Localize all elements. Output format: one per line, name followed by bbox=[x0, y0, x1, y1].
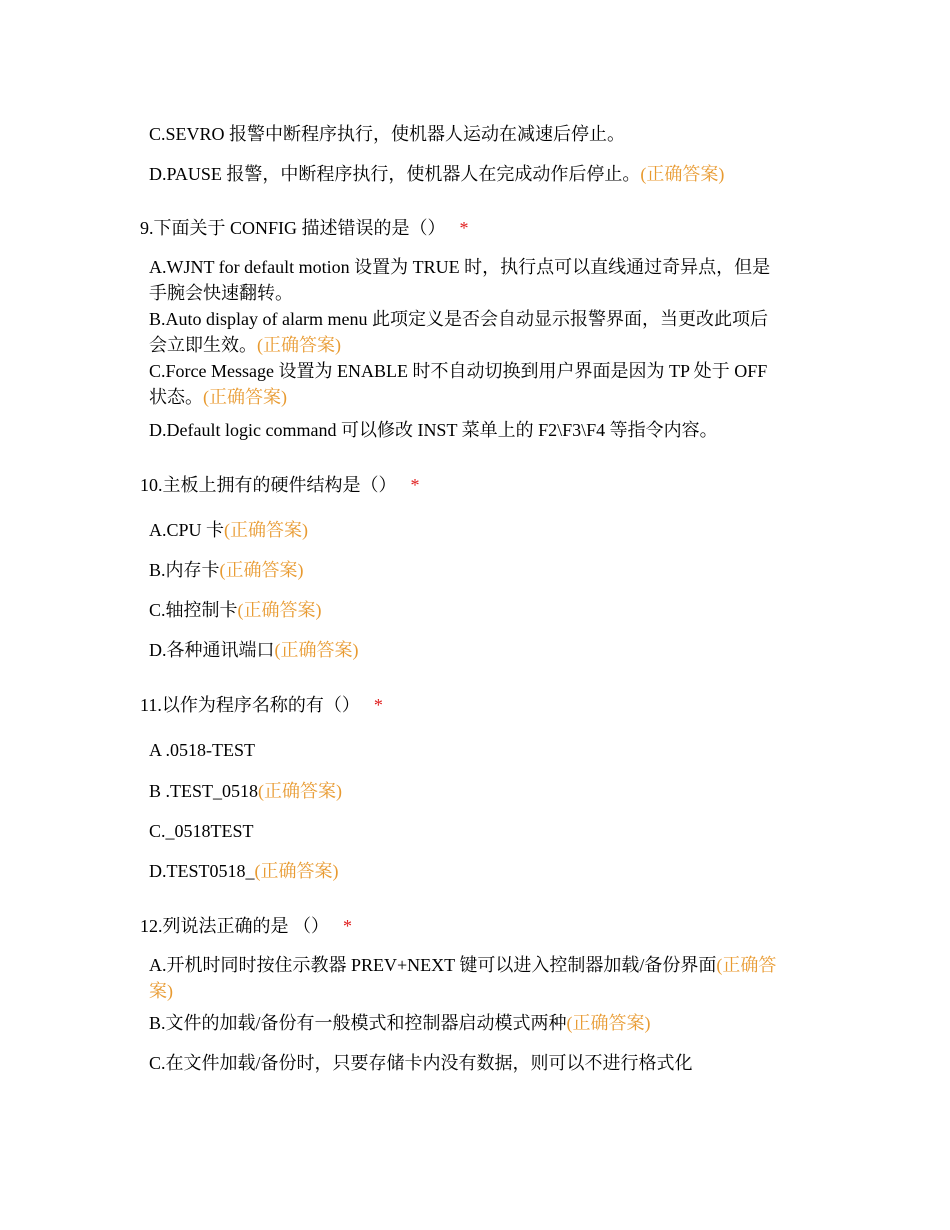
option-text: B.内存卡 bbox=[149, 560, 220, 580]
required-mark: * bbox=[343, 916, 352, 936]
question-9-title bbox=[140, 215, 469, 241]
q8-option-d bbox=[149, 161, 724, 187]
option-text: 手腕会快速翻转。 bbox=[149, 283, 293, 303]
q9-option-a-line2 bbox=[149, 280, 293, 306]
q11-option-a bbox=[149, 737, 255, 763]
option-text: B .TEST_0518 bbox=[149, 781, 259, 801]
q9-option-c-line1 bbox=[149, 358, 767, 384]
question-text: 11.以作为程序名称的有（） bbox=[140, 695, 360, 715]
correct-answer-tag-part1: (正确答 bbox=[716, 955, 777, 975]
correct-answer-tag: (正确答案) bbox=[274, 640, 359, 660]
option-text: A .0518-TEST bbox=[149, 740, 255, 760]
q9-option-b-line2 bbox=[149, 332, 341, 358]
correct-answer-tag: (正确答案) bbox=[258, 781, 343, 801]
q11-option-c bbox=[149, 818, 254, 844]
q10-option-b bbox=[149, 557, 304, 583]
correct-answer-tag: (正确答案) bbox=[219, 560, 304, 580]
q8-option-c bbox=[149, 121, 625, 147]
option-text: B.文件的加载/备份有一般模式和控制器启动模式两种 bbox=[149, 1013, 567, 1033]
question-text: 9.下面关于 CONFIG 描述错误的是（） bbox=[140, 218, 446, 238]
option-text: C.Force Message 设置为 ENABLE 时不自动切换到用户界面是因为 TP 处于 OFF bbox=[149, 361, 768, 381]
question-12-title bbox=[140, 913, 352, 939]
q10-option-c bbox=[149, 597, 322, 623]
correct-answer-tag: (正确答案) bbox=[257, 335, 341, 355]
option-text: A.开机时同时按住示教器 PREV+NEXT 键可以进入控制器加载/备份界面 bbox=[149, 955, 717, 975]
required-mark: * bbox=[410, 475, 420, 495]
option-text: C.轴控制卡 bbox=[149, 600, 238, 620]
option-text: C._0518TEST bbox=[149, 821, 254, 841]
q12-option-c bbox=[149, 1050, 693, 1076]
option-text: 会立即生效。 bbox=[149, 335, 257, 355]
required-mark: * bbox=[373, 695, 383, 715]
correct-answer-tag: (正确答案) bbox=[224, 520, 309, 540]
q12-option-b bbox=[149, 1010, 651, 1036]
q9-option-d bbox=[149, 417, 718, 443]
option-text: A.CPU 卡 bbox=[149, 520, 225, 540]
q10-option-d bbox=[149, 637, 359, 663]
option-text: 状态。 bbox=[149, 387, 203, 407]
q9-option-b-line1 bbox=[149, 306, 768, 332]
correct-answer-tag: (正确答案) bbox=[237, 600, 322, 620]
q11-option-b bbox=[149, 778, 342, 804]
q11-option-d bbox=[149, 858, 339, 884]
option-text: D.TEST0518_ bbox=[149, 861, 255, 881]
option-text: C.在文件加载/备份时，只要存储卡内没有数据，则可以不进行格式化 bbox=[149, 1053, 693, 1073]
option-text: D.各种通讯端口 bbox=[149, 640, 275, 660]
required-mark: * bbox=[459, 218, 469, 238]
correct-answer-tag: (正确答案) bbox=[203, 387, 287, 407]
option-text: C.SEVRO 报警中断程序执行，使机器人运动在减速后停止。 bbox=[149, 124, 626, 144]
q9-option-a-line1 bbox=[149, 254, 770, 280]
correct-answer-tag: (正确答案) bbox=[566, 1013, 651, 1033]
option-text: D.Default logic command 可以修改 INST 菜单上的 F2\F3\F4 等指令内容。 bbox=[149, 420, 718, 440]
q9-option-c-line2 bbox=[149, 384, 287, 410]
question-text: 12.列说法正确的是 （） bbox=[140, 916, 329, 936]
question-text: 10.主板上拥有的硬件结构是（） bbox=[140, 475, 397, 495]
q12-option-a-line1 bbox=[149, 952, 776, 978]
question-10-title bbox=[140, 472, 420, 498]
option-text: A.WJNT for default motion 设置为 TRUE 时，执行点可以直线通过奇异点，但是 bbox=[149, 257, 771, 277]
option-text: B.Auto display of alarm menu 此项定义是否会自动显示报警界面，当更改此项后 bbox=[149, 309, 768, 329]
correct-answer-tag: (正确答案) bbox=[254, 861, 339, 881]
question-11-title bbox=[140, 692, 383, 718]
q12-option-a-line2 bbox=[149, 978, 173, 1004]
option-text: D.PAUSE 报警，中断程序执行，使机器人在完成动作后停止。 bbox=[149, 164, 641, 184]
q10-option-a bbox=[149, 517, 308, 543]
correct-answer-tag: (正确答案) bbox=[640, 164, 725, 184]
correct-answer-tag-part2: 案) bbox=[149, 981, 173, 1001]
